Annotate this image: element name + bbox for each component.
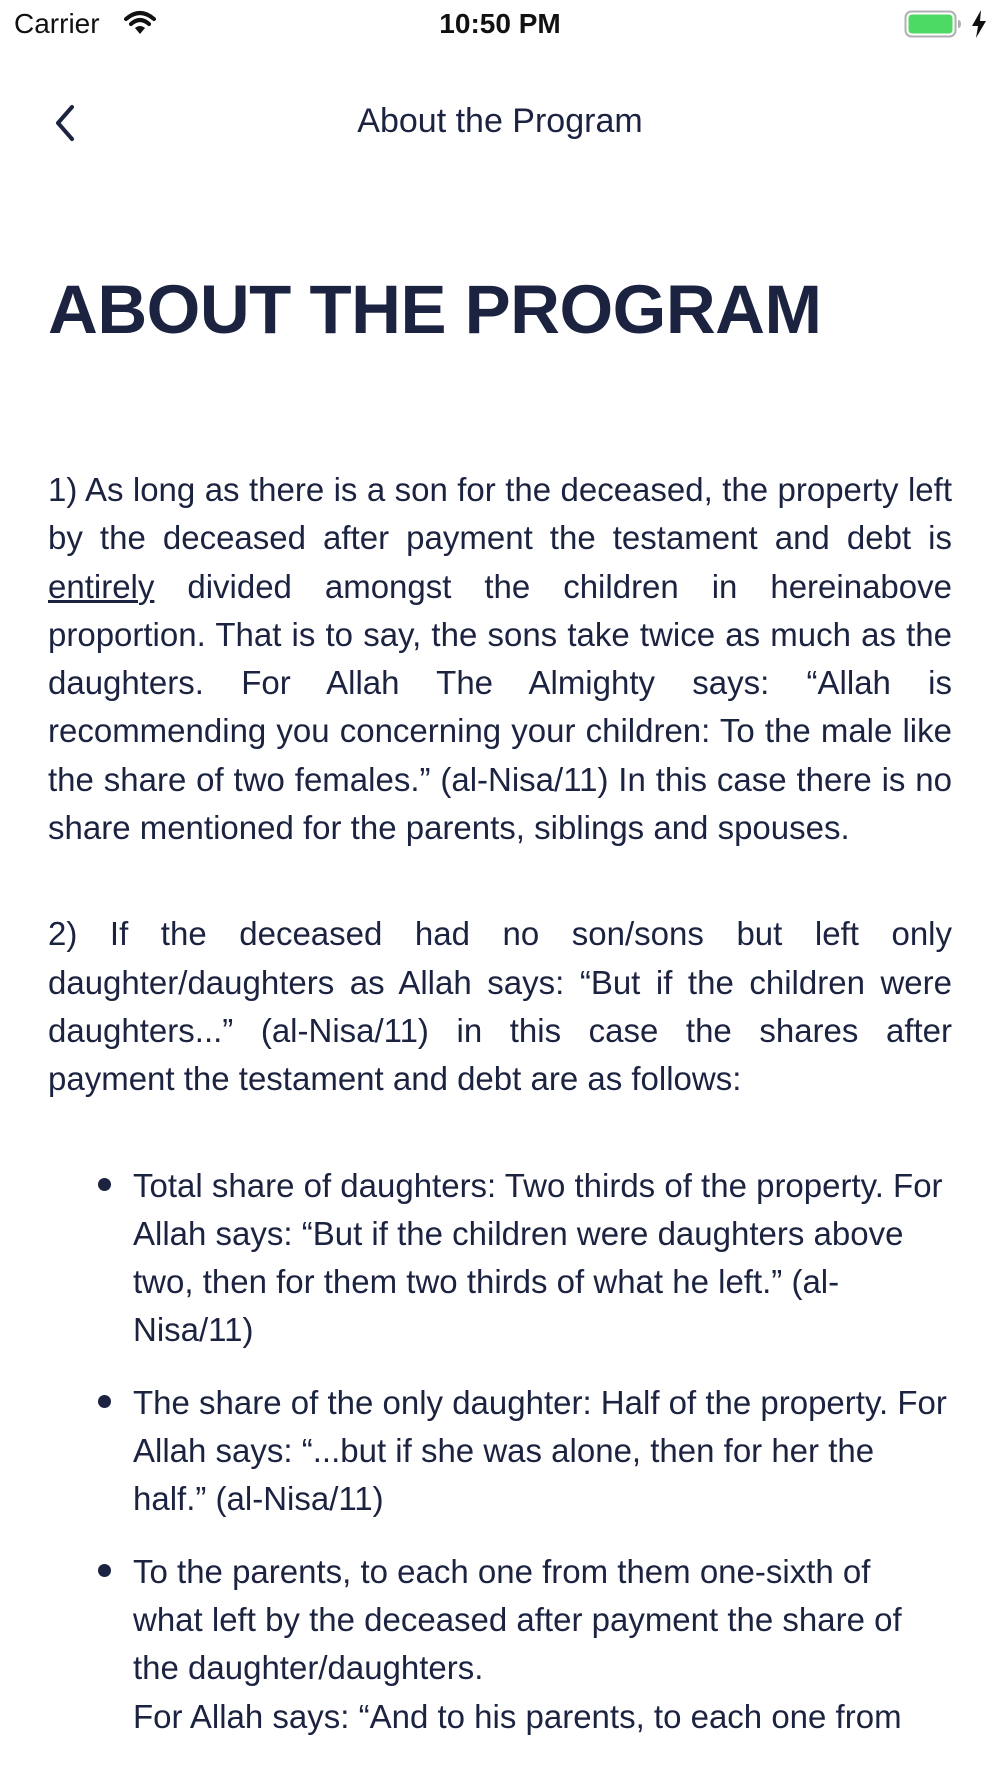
status-bar bbox=[0, 0, 1000, 50]
paragraph-2: 2) If the deceased had no son/sons but left only daughter/daughters as Allah says: “But if the children were daughters...” (al-Nisa/11) in this case the shares after payment the testament and debt are as follows: bbox=[48, 915, 952, 1098]
underlined-word: entirely bbox=[48, 567, 155, 605]
bullet-text-continuation: For Allah says: “And to his parents, to each one from bbox=[133, 1697, 902, 1735]
bullet-dot bbox=[98, 1395, 111, 1408]
content-body bbox=[48, 466, 952, 1765]
page-heading: ABOUT THE PROGRAM bbox=[48, 271, 822, 348]
paragraph-1 bbox=[48, 466, 952, 852]
bullet-text: The share of the only daughter: Half of the property. For Allah says: “...but if she was alone, then for her the half.” (al-Nisa/11) bbox=[133, 1383, 947, 1518]
paragraph-1-text-start: 1) As long as there is a son for the deceased, the property left by the deceased after payment the testament and debt is bbox=[48, 471, 952, 557]
battery-icon bbox=[904, 10, 962, 38]
bullet-dot bbox=[98, 1178, 111, 1191]
shares-bullet-list bbox=[48, 1162, 952, 1741]
bullet-text: Total share of daughters: Two thirds of the property. For Allah says: “But if the children were daughters above two, then for them two thirds of what he left.” (al-Nisa/11) bbox=[133, 1166, 943, 1349]
navigation-bar bbox=[0, 90, 1000, 160]
bullet-text: To the parents, to each one from them one-sixth of what left by the deceased after payment the share of the daughter/daughters. bbox=[133, 1552, 902, 1687]
clock-time: 10:50 PM bbox=[439, 8, 561, 39]
bullet-dot bbox=[98, 1564, 111, 1577]
bullet-item bbox=[48, 1379, 952, 1524]
charging-bolt-icon bbox=[970, 9, 988, 39]
carrier-label: Carrier bbox=[14, 8, 100, 39]
paragraph-1-text-end: divided amongst the children in hereinabove proportion. That is to say, the sons take twice as much as the daughters. For Allah The Almighty says: “Allah is recommending you concerning your children: To the male like the share of two females.” (al-Nisa/11) In this case there is no share mentioned for the parents, siblings and spouses. bbox=[48, 567, 952, 847]
bullet-item bbox=[48, 1162, 952, 1355]
bullet-item bbox=[48, 1548, 952, 1741]
nav-title: About the Program bbox=[357, 102, 643, 140]
